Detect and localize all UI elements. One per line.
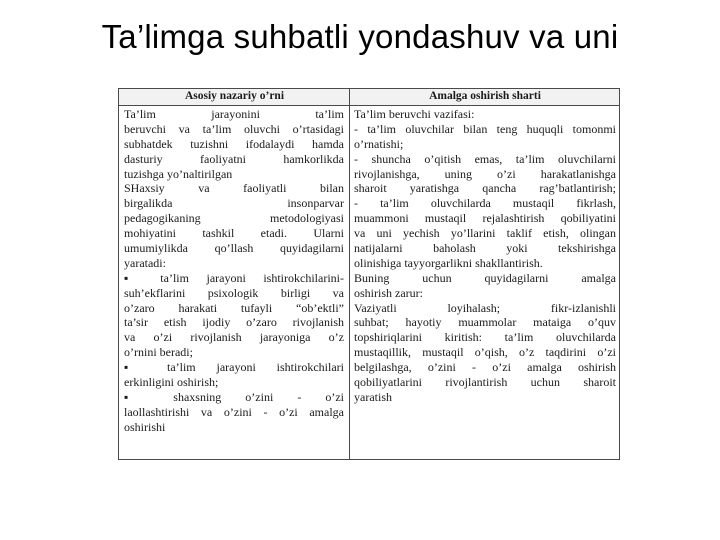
conditions-text-line: rivojlanishga, uning o’zi harakatlanishga bbox=[354, 166, 616, 181]
theory-text-line: dasturiy faoliyatni hamkorlikda bbox=[124, 151, 344, 166]
conditions-text-line: - shuncha o’qitish emas, ta’lim oluvchilarni bbox=[354, 151, 616, 166]
theory-text-line: ▪ ta’lim jarayoni ishtirokchilari bbox=[124, 360, 344, 375]
theory-text-line: SHaxsiy va faoliyatli bilan bbox=[124, 181, 344, 196]
theory-text-line: pedagogikaning metodologiyasi bbox=[124, 211, 344, 226]
comparison-table bbox=[118, 88, 620, 460]
conditions-text-line: Vaziyatli loyihalash; fikr-izlanishli bbox=[354, 300, 616, 315]
conditions-text-line: sharoit yaratishga qancha rag’batlantirish; bbox=[354, 181, 616, 196]
theory-text-line: erkinligini oshirish; bbox=[124, 375, 219, 390]
column-divider bbox=[349, 89, 350, 459]
theory-text-line: tuzishga yo’naltirilgan bbox=[124, 166, 233, 181]
theory-text-line: o’rnini beradi; bbox=[124, 345, 193, 360]
theory-text-line: oshirishi bbox=[124, 419, 166, 434]
theory-text-line: mohiyatini tashkil etadi. Ularni bbox=[124, 226, 344, 241]
conditions-text-line: belgilashga, o’zini - o’zi amalga oshirish bbox=[354, 360, 616, 375]
theory-text-line: va o’zi rivojlanish jarayoniga o’z bbox=[124, 330, 344, 345]
column-header-theory: Asosiy nazariy o’rni bbox=[184, 90, 285, 102]
conditions-column-text bbox=[354, 107, 616, 405]
theory-text-line: laollashtirishi va o’zini - o’zi amalga bbox=[124, 404, 344, 419]
conditions-text-line: natijalarni baholash yoki tekshirishga bbox=[354, 241, 616, 256]
conditions-text-line: Ta’lim beruvchi vazifasi: bbox=[354, 107, 475, 121]
theory-text-line: subhatdek tuzishni ifodalaydi hamda bbox=[124, 136, 344, 151]
conditions-text-line: - ta’lim oluvchilar bilan teng huquqli tomonmi bbox=[354, 121, 616, 136]
conditions-text-line: yaratish bbox=[354, 389, 392, 404]
conditions-text-line: olinishiga tayyorgarlikni shakllantirish. bbox=[354, 255, 543, 270]
theory-text-line: ta’sir etish ijodiy o’zaro rivojlanish bbox=[124, 315, 344, 330]
column-header-conditions: Amalga oshirish sharti bbox=[429, 90, 541, 102]
theory-text-line: Ta’lim jarayonini ta’lim bbox=[124, 107, 344, 121]
conditions-text-line: o’rnatishi; bbox=[354, 136, 404, 151]
conditions-text-line: - ta’lim oluvchilarda mustaqil fikrlash, bbox=[354, 196, 616, 211]
conditions-text-line: oshirish zarur: bbox=[354, 285, 423, 300]
theory-text-line: beruvchi va ta’lim oluvchi o’rtasidagi bbox=[124, 121, 344, 136]
conditions-text-line: qobiliyatlarini rivojlantirish uchun sharoit bbox=[354, 375, 616, 390]
conditions-text-line: va uni yechish yo’llarini taklif etish, olingan bbox=[354, 226, 616, 241]
theory-text-line: ▪ shaxsning o’zini - o’zi bbox=[124, 389, 344, 404]
conditions-text-line: Buning uchun quyidagilarni amalga bbox=[354, 270, 616, 285]
theory-text-line: o’zaro harakati tufayli “ob’ektli” bbox=[124, 300, 344, 315]
theory-text-line: umumiylikda qo’llash quyidagilarni bbox=[124, 241, 344, 256]
conditions-text-line: muammoni mustaqil rejalashtirish qobiliyatini bbox=[354, 211, 616, 226]
theory-column-text bbox=[124, 107, 344, 435]
theory-text-line: suh’ekflarini psixologik birligi va bbox=[124, 285, 344, 300]
theory-text-line: yaratadi: bbox=[124, 255, 166, 270]
conditions-text-line: topshiriqlarini kiritish: ta’lim oluvchilarda bbox=[354, 330, 616, 345]
conditions-text-line: suhbat; hayotiy muammolar mataiga o’quv bbox=[354, 315, 616, 330]
table-header-row bbox=[119, 89, 619, 106]
theory-text-line: ▪ ta’lim jarayoni ishtirokchilarini- bbox=[124, 270, 344, 285]
slide-title: Ta’limga suhbatli yondashuv va uni bbox=[101, 18, 619, 55]
theory-text-line: birgalikda insonparvar bbox=[124, 196, 344, 211]
conditions-text-line: mustaqillik, mustaqil o’qish, o’z taqdirini o’zi bbox=[354, 345, 616, 360]
